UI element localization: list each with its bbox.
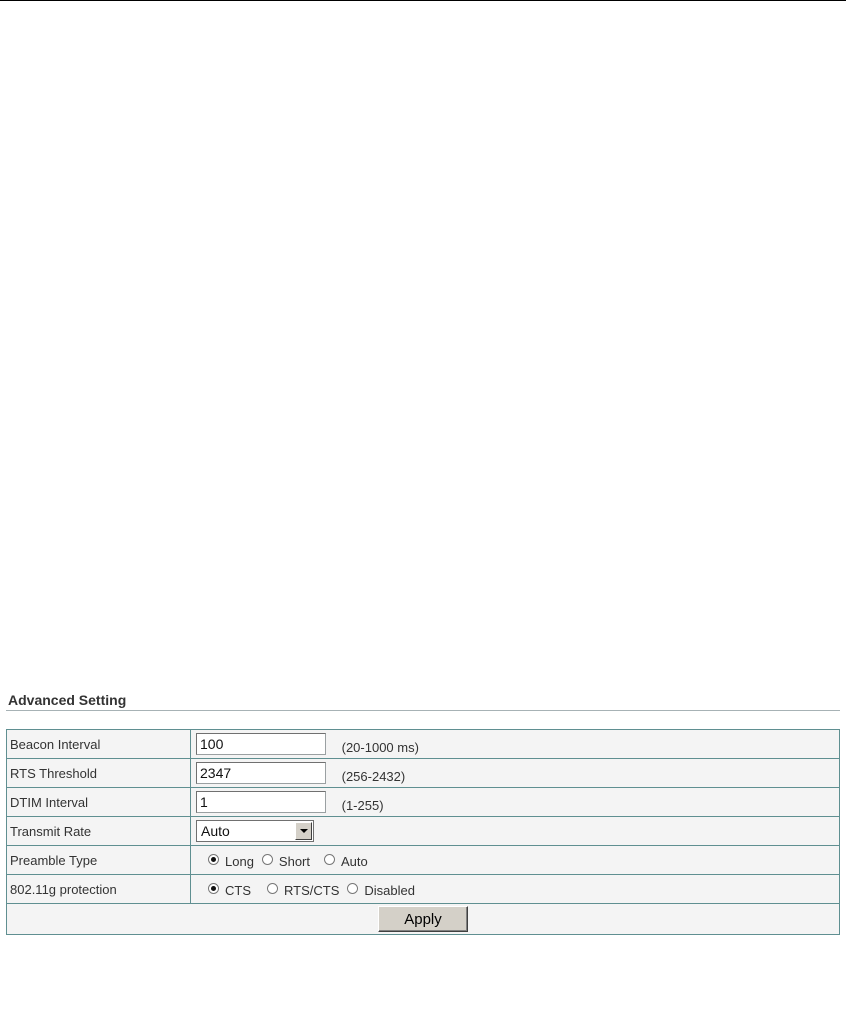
protection-cts-radio[interactable]	[208, 883, 219, 894]
transmit-rate-label: Transmit Rate	[7, 817, 191, 846]
rts-threshold-row	[7, 759, 840, 788]
preamble-type-label: Preamble Type	[7, 846, 191, 875]
rts-threshold-label: RTS Threshold	[7, 759, 191, 788]
beacon-interval-label: Beacon Interval	[7, 730, 191, 759]
preamble-auto-radio[interactable]	[324, 854, 335, 865]
beacon-interval-input[interactable]	[196, 733, 326, 755]
preamble-auto-label: Auto	[341, 854, 368, 869]
panel-title: Advanced Setting	[6, 690, 840, 711]
g-protection-label: 802.11g protection	[7, 875, 191, 904]
dtim-interval-cell	[191, 788, 840, 817]
protection-disabled-label: Disabled	[364, 883, 415, 898]
g-protection-radio-group	[196, 881, 415, 896]
g-protection-cell	[191, 875, 840, 904]
apply-button[interactable]: Apply	[378, 906, 468, 932]
transmit-rate-row	[7, 817, 840, 846]
settings-table	[6, 729, 840, 935]
preamble-long-label: Long	[225, 854, 254, 869]
transmit-rate-select[interactable]	[196, 820, 314, 842]
apply-row	[7, 904, 840, 935]
preamble-short-label: Short	[278, 854, 310, 869]
dtim-interval-row	[7, 788, 840, 817]
preamble-long-radio[interactable]	[208, 854, 219, 865]
dtim-interval-hint: (1-255)	[341, 797, 384, 813]
protection-rts-cts-radio[interactable]	[267, 883, 278, 894]
beacon-interval-cell	[191, 730, 840, 759]
transmit-rate-cell	[191, 817, 840, 846]
chevron-down-icon[interactable]	[295, 822, 312, 840]
transmit-rate-selected-value: Auto	[201, 823, 230, 839]
top-divider	[0, 0, 846, 1]
protection-disabled-radio[interactable]	[347, 883, 358, 894]
dtim-interval-input[interactable]	[196, 791, 326, 813]
protection-cts-label: CTS	[225, 883, 251, 898]
dtim-interval-label: DTIM Interval	[7, 788, 191, 817]
beacon-interval-row	[7, 730, 840, 759]
protection-rts-cts-label: RTS/CTS	[284, 883, 340, 898]
beacon-interval-hint: (20-1000 ms)	[341, 739, 419, 755]
advanced-setting-panel	[6, 690, 840, 935]
apply-cell	[7, 904, 840, 935]
preamble-type-cell	[191, 846, 840, 875]
preamble-short-radio[interactable]	[262, 854, 273, 865]
g-protection-row	[7, 875, 840, 904]
rts-threshold-input[interactable]	[196, 762, 326, 784]
preamble-type-radio-group	[196, 852, 368, 867]
preamble-type-row	[7, 846, 840, 875]
rts-threshold-cell	[191, 759, 840, 788]
rts-threshold-hint: (256-2432)	[341, 768, 406, 784]
